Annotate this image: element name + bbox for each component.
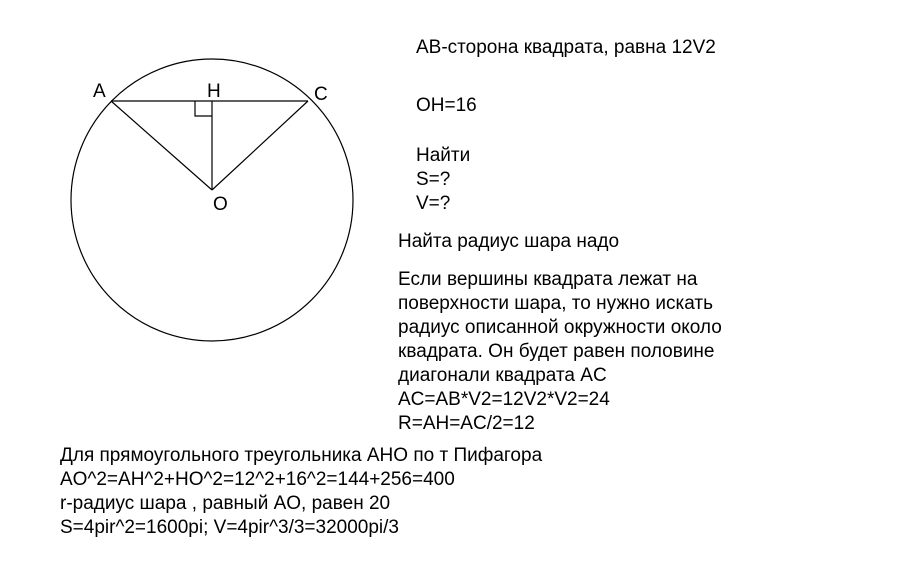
geometry-figure [0,0,400,360]
explanation-block [398,268,722,436]
given-side-text: AB-сторона квадрата, равна 12 [416,37,693,58]
pythagoras-block [60,444,542,540]
point-label-o: O [213,194,228,215]
find-v: V=? [416,193,451,214]
pythagoras-line: AO^2=AH^2+HO^2=12^2+16^2=144+256=400 [60,469,455,490]
pythagoras-line: r-радиус шара , равный AO, равен 20 [60,493,391,514]
right-angle-mark [195,101,212,116]
explanation-line: Если вершины квадрата лежат на [398,269,698,290]
given-side-root: V2 [692,37,716,58]
segment-co [212,101,308,190]
given-side-line [416,36,716,60]
pythagoras-line: S=4pir^2=1600pi; V=4pir^3/3=32000pi/3 [60,517,399,538]
explanation-line: квадрата. Он будет равен половине [398,341,715,362]
explanation-line: радиус описанной окружности около [398,317,722,338]
find-s: S=? [416,169,451,190]
explanation-line: R=AH=AC/2=12 [398,413,535,434]
radius-note: Найта радиус шара надо [398,231,620,252]
pythagoras-line: Для прямоугольного треугольника AHO по т Пифагора [60,445,543,466]
point-label-a: A [93,81,106,102]
point-label-c: C [314,84,328,105]
explanation-line: AC=AB*V2=12V2*V2=24 [398,389,610,410]
explanation-line: диагонали квадрата AC [398,365,607,386]
find-title: Найти [416,145,471,166]
explanation-line: поверхности шара, то нужно искать [398,293,713,314]
segment-ao [111,101,212,190]
point-label-h: H [207,81,221,102]
given-oh: OH=16 [416,95,477,116]
find-block [416,144,470,216]
